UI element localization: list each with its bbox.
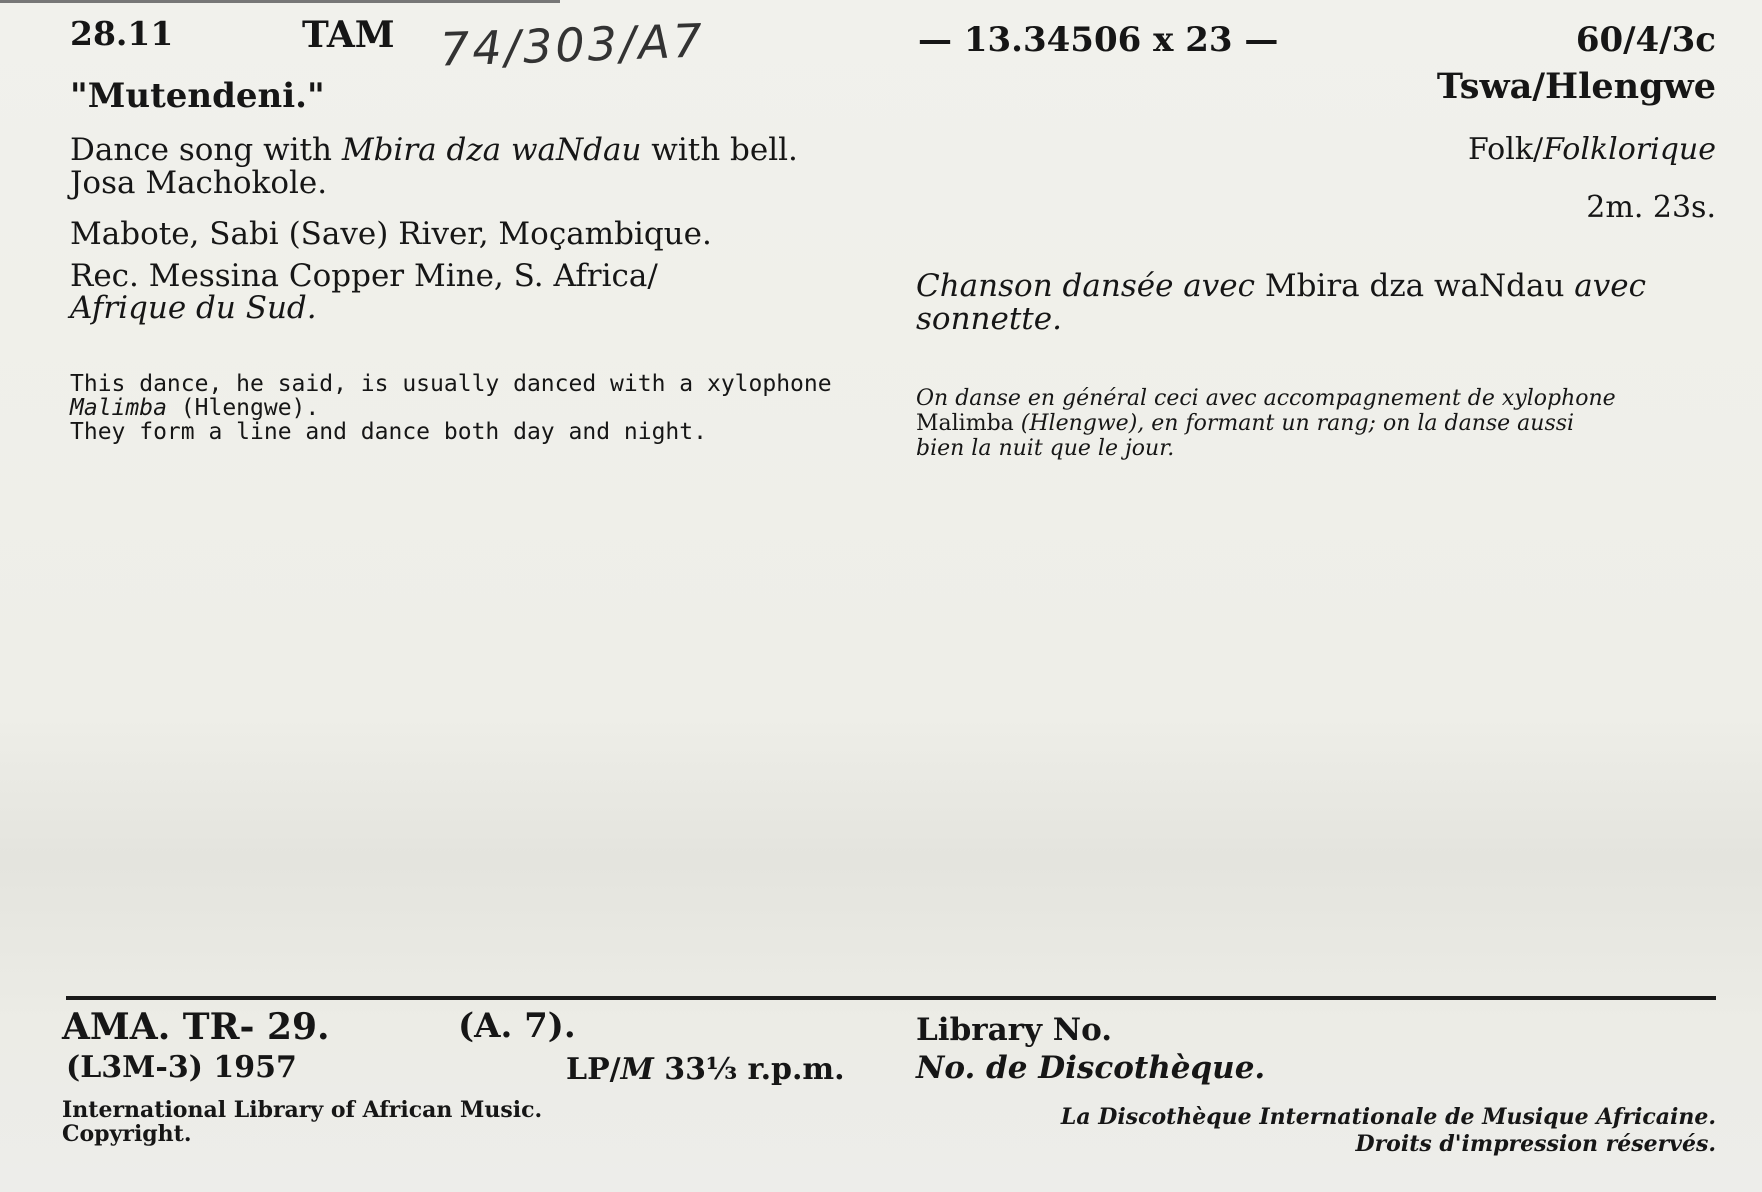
fr-note-line-2: (Hlengwe), en formant un rang; on la danse aussi: [1013, 411, 1575, 436]
fr-desc-text-2: avec: [1564, 268, 1646, 304]
record-format: [566, 1052, 845, 1087]
recorded-at-fr: Afrique du Sud.: [70, 290, 317, 326]
publisher-name: International Library of African Music.: [62, 1097, 543, 1123]
song-description: [70, 134, 798, 200]
library-number-label-fr: No. de Discothèque.: [916, 1050, 1266, 1086]
card-code: 60/4/3c: [1575, 20, 1716, 60]
en-note-line-1: This dance, he said, is usually danced with a xylophone: [70, 371, 832, 397]
desc-text-1: Dance song with: [70, 132, 342, 168]
matrix-number: — 13.34506 x 23 —: [918, 20, 1279, 60]
record-side: (A. 7).: [458, 1006, 576, 1046]
format-speed: 33⅓ r.p.m.: [653, 1052, 845, 1087]
en-note-line-2: (Hlengwe).: [166, 395, 320, 421]
en-note-line-3: They form a line and dance both day and night.: [70, 419, 707, 445]
recorded-at: Rec. Messina Copper Mine, S. Africa/: [70, 258, 658, 294]
library-number-label: Library No.: [916, 1012, 1113, 1048]
french-note: [916, 386, 1714, 461]
catalogue-number: 28.11: [70, 14, 174, 53]
fr-desc-line-2: sonnette.: [916, 301, 1062, 337]
fr-desc-text-1: Chanson dansée avec: [916, 268, 1265, 304]
genre: [1468, 132, 1716, 167]
copyright-fr: Droits d'impression réservés.: [1355, 1131, 1716, 1157]
publisher-fr: [1061, 1104, 1716, 1158]
record-id: AMA. TR- 29.: [62, 1006, 330, 1048]
french-description: [916, 270, 1646, 336]
location: Mabote, Sabi (Save) River, Moçambique.: [70, 216, 712, 252]
fr-note-line-3: bien la nuit que le jour.: [916, 436, 1175, 461]
performer: Josa Machokole.: [70, 165, 328, 201]
footer-divider: [66, 996, 1716, 1000]
recording-place: [70, 260, 658, 324]
fr-desc-instrument: Mbira dza waNdau: [1264, 268, 1565, 304]
duration: 2m. 23s.: [1586, 190, 1716, 225]
format-m: M: [620, 1052, 654, 1087]
format-lp: LP/: [566, 1052, 621, 1087]
desc-instrument: Mbira dza waNdau: [341, 132, 642, 168]
fr-note-malimba: Malimba: [916, 411, 1014, 436]
publisher: [62, 1098, 542, 1146]
top-edge-line: [0, 0, 560, 3]
publisher-name-fr: La Discothèque Internationale de Musique Africaine.: [1060, 1104, 1716, 1130]
desc-text-2: with bell.: [641, 132, 798, 168]
genre-fr: Folklorique: [1543, 132, 1716, 167]
song-title: "Mutendeni.": [70, 76, 325, 116]
fr-note-line-1: On danse en général ceci avec accompagnement de xylophone: [916, 386, 1616, 411]
en-note-malimba: Malimba: [70, 395, 167, 421]
language: Tswa/Hlengwe: [1436, 66, 1716, 107]
handwritten-reference: 74/303/A7: [439, 13, 706, 77]
genre-en: Folk/: [1467, 132, 1544, 167]
copyright: Copyright.: [62, 1121, 192, 1147]
collection-code: TAM: [302, 14, 395, 56]
series-year: (L3M-3) 1957: [66, 1050, 297, 1085]
english-note: [70, 372, 866, 444]
